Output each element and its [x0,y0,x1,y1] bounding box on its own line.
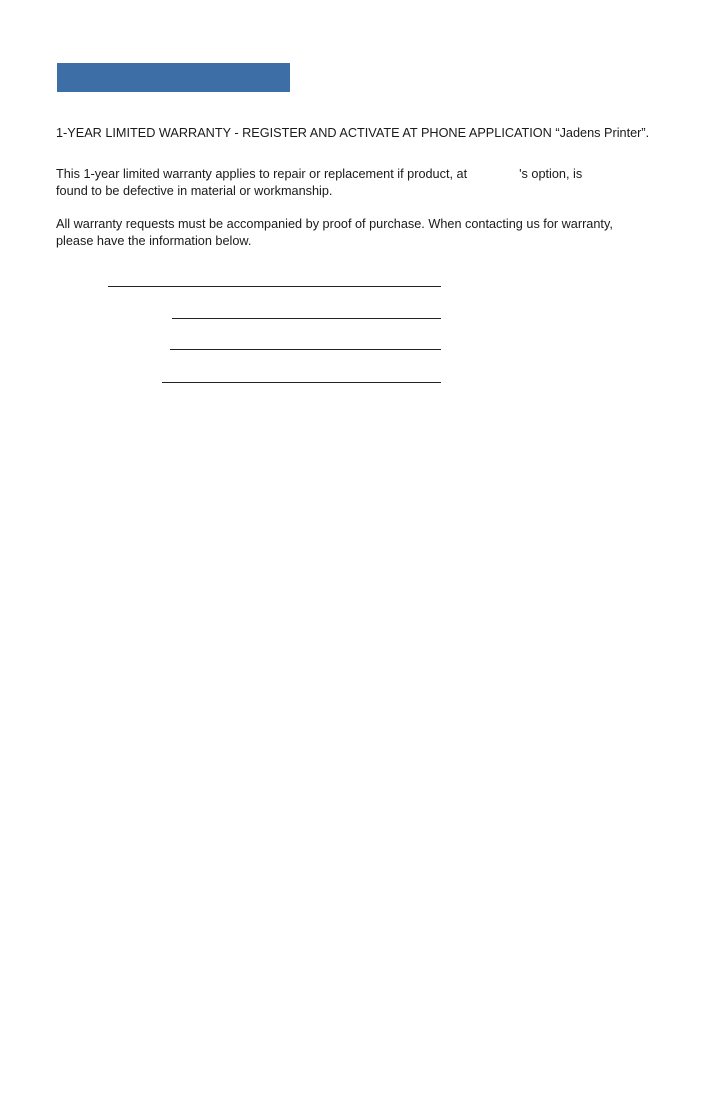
info-blank-line-1[interactable] [108,286,441,287]
section-header-bar [57,63,290,92]
warranty-terms-line-2: found to be defective in material or workmanship. [56,184,333,198]
warranty-terms-text-a: This 1-year limited warranty applies to repair or replacement if product, at [56,167,468,181]
info-blank-line-2[interactable] [172,318,441,319]
info-blank-line-4[interactable] [162,382,441,383]
info-blank-line-3[interactable] [170,349,441,350]
warranty-heading: 1-YEAR LIMITED WARRANTY - REGISTER AND ACTIVATE AT PHONE APPLICATION “Jadens Printer”. [56,126,650,140]
warranty-terms-text-b: 's option, is [519,167,583,181]
warranty-request-paragraph [56,216,613,250]
warranty-request-line-2: please have the information below. [56,234,252,248]
warranty-request-line-1: All warranty requests must be accompanied by proof of purchase. When contacting us for warranty, [56,217,613,231]
warranty-terms-line-1 [56,166,582,183]
warranty-terms-paragraph [56,166,582,200]
